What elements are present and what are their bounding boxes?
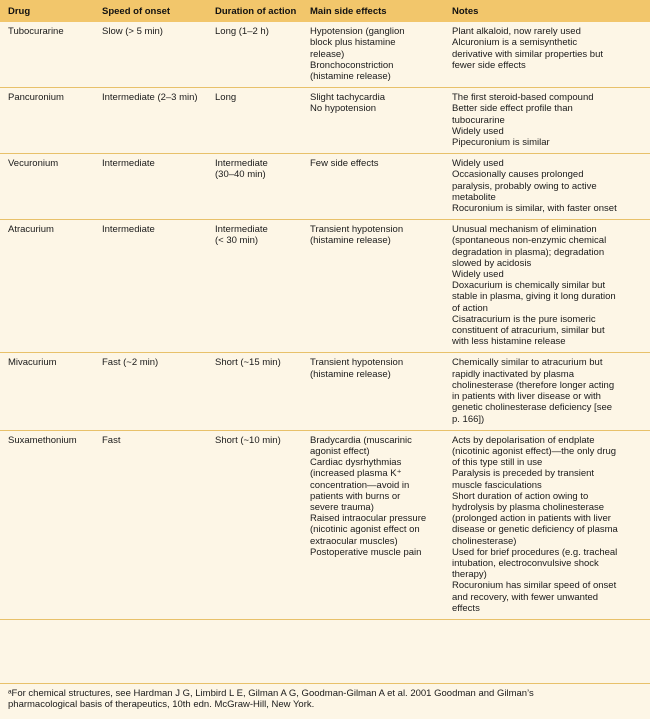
cell-notes-line: with less histamine release [452,336,566,348]
cell-notes-line: Widely used [452,158,504,170]
header-notes: Notes [452,6,479,17]
cell-notes-line: in patients with liver disease or with [452,391,601,403]
cell-duration-of-action [207,430,302,619]
cell-main-side-effects-line: Postoperative muscle pain [310,546,422,558]
table-row [0,353,650,430]
cell-notes-line: cholinesterase) [452,535,517,547]
cell-speed-of-onset: Slow (> 5 min) [94,22,207,88]
cell-notes-line: effects [452,602,480,614]
cell-main-side-effects [302,22,444,88]
cell-notes-line: slowed by acidosis [452,257,532,269]
cell-notes [444,88,650,154]
cell-notes-line: stable in plasma, giving it long duration [452,291,616,303]
table-row [0,22,650,88]
cell-notes-line: Widely used [452,269,504,281]
cell-notes-line: paralysis, probably owing to active [452,180,597,192]
header-drug: Drug [8,6,31,17]
cell-notes-line: Alcuronium is a semisynthetic [452,37,578,49]
cell-notes-line: Paralysis is preceded by transient [452,468,595,480]
cell-main-side-effects-line: Bronchoconstriction [310,59,394,71]
cell-notes-line: of action [452,302,488,314]
cell-notes-line: Used for brief procedures (e.g. tracheal [452,546,618,558]
cell-main-side-effects-line: Hypotension (ganglion [310,26,405,38]
cell-notes-line: disease or genetic deficiency of plasma [452,524,618,536]
cell-notes-line: Short duration of action owing to [452,490,589,502]
cell-main-side-effects-line: block plus histamine [310,37,396,49]
cell-notes-line: muscle fasciculations [452,479,542,491]
cell-drug: Pancuronium [0,88,94,154]
header-main-side-effects: Main side effects [310,6,387,17]
cell-notes-line: Plant alkaloid, now rarely used [452,26,581,38]
cell-duration-of-action [207,353,302,430]
cell-main-side-effects-line: (histamine release) [310,235,391,247]
cell-duration-of-action [207,22,302,88]
cell-main-side-effects-line: Cardiac dysrhythmias [310,457,402,469]
cell-duration-of-action-line: (30–40 min) [215,169,266,181]
cell-notes-line: fewer side effects [452,59,526,71]
cell-notes-line: Acts by depolarisation of endplate [452,434,595,446]
table-row [0,154,650,220]
cell-speed-of-onset: Intermediate (2–3 min) [94,88,207,154]
cell-notes-line: therapy) [452,569,487,581]
header-duration-of-action: Duration of action [215,6,297,17]
cell-notes [444,430,650,619]
cell-duration-of-action-line: Long (1–2 h) [215,26,269,38]
cell-main-side-effects-line: (increased plasma K⁺ [310,468,402,480]
cell-main-side-effects-line: Transient hypotension [310,224,404,236]
cell-main-side-effects [302,430,444,619]
table-body [0,22,650,619]
cell-notes-line: p. 166]) [452,413,485,425]
cell-main-side-effects-line: Bradycardia (muscarinic [310,434,412,446]
table-row [0,430,650,619]
cell-notes-line: hydrolysis by plasma cholinesterase [452,501,605,513]
cell-drug: Vecuronium [0,154,94,220]
cell-drug: Atracurium [0,220,94,353]
cell-notes-line: Pipecuronium is similar [452,137,550,149]
cell-notes-line: derivative with similar properties but [452,48,604,60]
cell-notes-line: (prolonged action in patients with liver [452,513,611,525]
cell-main-side-effects [302,353,444,430]
header-speed-of-onset: Speed of onset [102,6,171,17]
cell-main-side-effects [302,220,444,353]
footnote-line: ᵃFor chemical structures, see Hardman J G, Limbird L E, Gilman A G, Goodman-Gilman A et al. 2001 Goodman and Gilman’s [8,688,534,699]
cell-main-side-effects-line: extraocular muscles) [310,535,398,547]
cell-duration-of-action [207,88,302,154]
cell-notes [444,220,650,353]
cell-notes [444,353,650,430]
cell-drug: Suxamethonium [0,430,94,619]
cell-notes-line: Widely used [452,125,504,137]
cell-duration-of-action [207,220,302,353]
cell-duration-of-action-line: Short (~10 min) [215,434,281,446]
cell-main-side-effects-line: No hypotension [310,103,377,115]
table-header-row [0,0,650,22]
cell-main-side-effects-line: patients with burns or [310,490,401,502]
cell-main-side-effects-line: (nicotinic agonist effect on [310,524,420,536]
cell-notes [444,22,650,88]
cell-notes-line: genetic cholinesterase deficiency [see [452,402,613,414]
cell-duration-of-action-line: Short (~15 min) [215,357,281,369]
cell-duration-of-action-line: Long [215,92,237,104]
cell-main-side-effects-line: concentration—avoid in [310,479,410,491]
cell-main-side-effects [302,154,444,220]
cell-main-side-effects-line: Few side effects [310,158,379,170]
cell-notes-line: Rocuronium is similar, with faster onset [452,203,617,215]
cell-notes-line: cholinesterase (therefore longer acting [452,379,615,391]
cell-speed-of-onset: Intermediate [94,154,207,220]
cell-duration-of-action-line: (< 30 min) [215,235,259,247]
cell-notes-line: degradation in plasma); degradation [452,246,605,258]
cell-notes-line: (nicotinic agonist effect)—the only drug [452,445,617,457]
cell-notes-line: Better side effect profile than [452,103,573,115]
cell-notes-line: Doxacurium is chemically similar but [452,280,606,292]
cell-speed-of-onset: Fast [94,430,207,619]
table-row [0,88,650,154]
cell-duration-of-action-line: Intermediate [215,158,268,170]
table-row [0,220,650,353]
cell-duration-of-action [207,154,302,220]
cell-notes-line: Cisatracurium is the pure isomeric [452,313,596,325]
cell-notes-line: of this type still in use [452,457,543,469]
cell-main-side-effects-line: Raised intraocular pressure [310,513,427,525]
cell-notes-line: Chemically similar to atracurium but [452,357,603,369]
cell-speed-of-onset: Intermediate [94,220,207,353]
cell-duration-of-action-line: Intermediate [215,224,268,236]
cell-notes-line: Rocuronium has similar speed of onset [452,580,617,592]
cell-main-side-effects-line: Slight tachycardia [310,92,385,104]
cell-drug: Mivacurium [0,353,94,430]
cell-notes-line: The first steroid-based compound [452,92,594,104]
cell-notes-line: Unusual mechanism of elimination [452,224,597,236]
footnote [0,683,650,710]
cell-notes-line: Occasionally causes prolonged [452,169,584,181]
cell-notes-line: metabolite [452,191,496,203]
cell-main-side-effects-line: agonist effect) [310,445,370,457]
cell-notes-line: (spontaneous non-enzymic chemical [452,235,607,247]
cell-notes-line: intubation, electroconvulsive shock [452,557,599,569]
cell-main-side-effects-line: (histamine release) [310,71,391,83]
cell-notes-line: tubocurarine [452,114,505,126]
cell-notes [444,154,650,220]
cell-main-side-effects [302,88,444,154]
cell-main-side-effects-line: severe trauma) [310,501,374,513]
cell-main-side-effects-line: release) [310,48,345,60]
cell-drug: Tubocurarine [0,22,94,88]
cell-notes-line: and recovery, with fewer unwanted [452,591,599,603]
cell-notes-line: constituent of atracurium, similar but [452,325,605,337]
footnote-line: pharmacological basis of therapeutics, 10th edn. McGraw-Hill, New York. [8,699,315,711]
cell-main-side-effects-line: Transient hypotension [310,357,404,369]
cell-speed-of-onset: Fast (~2 min) [94,353,207,430]
cell-main-side-effects-line: (histamine release) [310,368,391,380]
cell-notes-line: rapidly inactivated by plasma [452,368,574,380]
